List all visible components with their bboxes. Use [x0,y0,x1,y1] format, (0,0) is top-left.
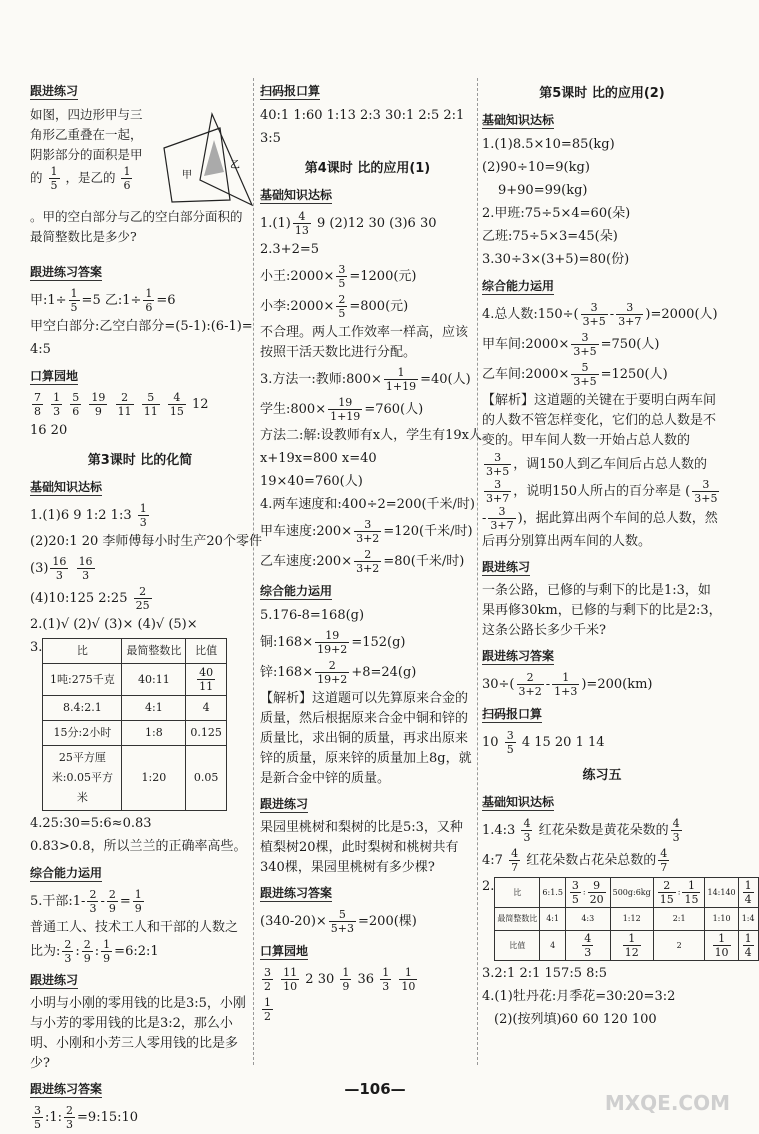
section-heading: 跟进练习 [260,797,309,811]
answer-line: 3.方法一:教师:800× $\frac{1}{1+19}$ =40(人) [260,366,471,393]
column-3 [482,78,755,1033]
oral-answers: $\frac{3}{2}$ $\frac{11}{10}$ 2 30 $\frac{1}{9}$ 36 $\frac{1}{3}$ $\frac{1}{10}$ [264,966,416,993]
analysis-text: 【解析】这道题可以先算原来合金的质量，然后根据原来合金中铜和锌的质量比，求出铜的质量，再求出原来锌的质量，原来锌的质量加上8g，就是新合金中锌的质量。 [260,691,472,786]
section-heading: 基础知识达标 [260,188,333,202]
ratio-mini-table: 比 6:1.5 $\frac{3}{5}$ : $\frac{9}{20}$ 500g:6kg $\frac{2}{15}$ : $\frac{1}{15}$ 14:140 $\frac{1}{4}$ 最简整数比 4:1 4:3 1:12 2:1 1:10 1:4 比值 4 $\frac{4}{3}$ $\frac{1}{12}$ 2 $\frac{1}{10}$ $\frac{1}{4}$ [494,877,758,961]
answer-line: 4.(1)牡丹花:月季花=30:20=3:2 [482,989,676,1004]
section-heading: 跟进练习 [482,560,531,574]
answer-line: 学生:800× $\frac{19}{1+19}$ =760(人) [260,396,424,423]
answer-line: 0.83>0.8，所以兰兰的正确率高些。 [30,839,247,854]
answer-line: 1.(1) $\frac{4}{13}$ 9 (2)12 30 (3)6 30 [260,210,437,237]
section-heading: 综合能力运用 [30,866,103,880]
problem-text: 小明与小刚的零用钱的比是3:5，小刚与小芳的零用钱的比是3:2，那么小明、小刚和小芳三人零用钱的比是多少? [30,996,246,1071]
answer-line: 30÷( $\frac{2}{3+2}$ - $\frac{1}{1+3}$ )=200(km) [482,671,653,698]
analysis-text: 【解析】这道题的关键在于要明白两车间的人数不管怎样变化，它们的总人数是不变的。甲车间人数一开始占总人数的 $\frac{3}{3+5}$ ，调150人到乙车间后占总人数的 $\frac{3}{3+7}$ ，说明150人所占的百分率是 ( $\frac{3}{3+5}$ - $\frac{3}{3+7}$ )，据此算出两个车间的总人数，然后再分别算出两车间的人数。 [482,393,718,549]
lesson-title: 第5课时 比的应用(2) [539,86,665,101]
answer-line: 5.干部:1- $\frac{2}{3}$ - $\frac{2}{9}$ = $\frac{1}{9}$ [30,888,142,915]
page-number: —106— [344,1080,406,1098]
column-divider [253,78,254,1065]
ratio-table: 比 最简整数比 比值 1吨:275千克 40:11 $\frac{40}{11}$ 8.4:2.1 4:1 4 15分:2小时 1:8 0.125 25平方厘米:0.05平方米 1:20 0.05 [42,638,227,811]
answer-line: 2.3+2=5 [260,242,320,257]
answer-line: 19×40=760(人) [260,474,363,489]
oral-answers: $\frac{7}{8}$ $\frac{1}{3}$ $\frac{5}{6}$ $\frac{19}{9}$ $\frac{2}{11}$ $\frac{5}{11}$ $\frac{4}{15}$ 12 [34,391,209,418]
answer-line: 乙车间:2000× $\frac{5}{3+5}$ =1250(人) [482,361,668,388]
column-divider [477,78,478,1065]
answer-line: 方法二:解:设教师有x人，学生有19x人。 [260,428,495,443]
answer-line: 4.25:30=5:6≈0.83 [30,816,152,831]
section-heading: 基础知识达标 [482,113,555,127]
answer-line: 4.两车速度和:400÷2=200(千米/时) [260,497,475,512]
watermark: MXQE.COM [604,1091,730,1115]
problem-text-cont: 。甲的空白部分与乙的空白部分面积的最简整数比是多少? [30,209,243,244]
answer-line: 甲空白部分:乙空白部分=(5-1):(6-1)= [30,319,253,334]
oral-answers: 10 $\frac{3}{5}$ 4 15 20 1 14 [482,729,605,756]
fig-label-jia: 甲 [182,170,192,181]
answer-line: (2)(按列填)60 60 120 100 [494,1012,657,1027]
answer-line: $\frac{3}{5}$ :1: $\frac{2}{3}$ =9:15:10 [34,1104,139,1131]
answer-line: 9+90=99(kg) [498,183,588,198]
problem-text: 果园里桃树和梨树的比是5:3，又种植梨树20棵，此时梨树和桃树共有340棵，果园里桃树有多少棵? [260,820,463,875]
answer-line: (2)20:1 20 李师傅每小时生产20个零件 [30,534,262,549]
problem-with-figure [30,105,250,245]
answer-line: 铜:168× $\frac{19}{19+2}$ =152(g) [260,629,406,656]
answer-line: 3.2:1 2:1 157:5 8:5 [482,966,608,981]
section-heading: 跟进练习答案 [30,1082,103,1096]
section-heading: 口算园地 [260,944,309,958]
oral-answers: $\frac{1}{2}$ [264,996,271,1023]
oral-answers: 3:5 [260,131,281,146]
answer-line: 锌:168× $\frac{2}{19+2}$ +8=24(g) [260,659,417,686]
answer-line: 4:7 $\frac{4}{7}$ 红花朵数占花朵总数的 $\frac{4}{7}$ [482,847,668,874]
answer-line: (340-20)× $\frac{5}{5+3}$ =200(棵) [260,908,417,935]
lesson-title: 第3课时 比的化简 [87,453,193,468]
section-heading: 跟进练习 [30,84,79,98]
section-heading: 跟进练习 [30,973,79,987]
section-heading: 扫码报口算 [260,84,321,98]
answer-line: 4:5 [30,342,51,357]
column-1 [30,78,262,1134]
answer-line: 甲车间:2000× $\frac{3}{3+5}$ =750(人) [482,331,660,358]
answer-line: 乙车速度:200× $\frac{2}{3+2}$ =80(千米/时) [260,548,465,575]
answer-line: 2.(1)√ (2)√ (3)× (4)√ (5)× [30,617,198,632]
section-heading: 综合能力运用 [260,584,333,598]
answer-line: 甲车速度:200× $\frac{3}{3+2}$ =120(千米/时) [260,518,473,545]
answer-line: 小李:2000× $\frac{2}{5}$ =800(元) [260,293,409,320]
answer-line: 小王:2000× $\frac{3}{5}$ =1200(元) [260,263,417,290]
answer-line: 甲:1÷ $\frac{1}{5}$ =5 乙:1÷ $\frac{1}{6}$ =6 [30,287,176,314]
answer-line: 不合理。两人工作效率一样高，应该按照干活天数比进行分配。 [260,325,469,360]
section-heading: 跟进练习答案 [30,265,103,279]
section-heading: 综合能力运用 [482,279,555,293]
fig-label-yi: 乙 [230,160,240,171]
oral-answers: 40:1 1:60 1:13 2:3 30:1 2:5 2:1 [260,108,465,123]
section-heading: 跟进练习答案 [260,886,333,900]
overlap-figure [160,110,255,210]
answer-line: 1.4:3 $\frac{4}{3}$ 红花朵数是黄花朵数的 $\frac{4}{3}$ [482,817,680,844]
answer-line: 4.总人数:150÷( $\frac{3}{3+5}$ - $\frac{3}{3+7}$ )=2000(人) [482,301,718,328]
lesson-title: 第4课时 比的应用(1) [304,161,431,176]
problem-text: 一条公路，已修的与剩下的比是1:3，如果再修30km，已修的与剩下的比是2:3，这条公路长多少千米? [482,583,722,638]
section-heading: 口算园地 [30,369,79,383]
section-heading: 扫码报口算 [482,707,543,721]
answer-line: 普通工人、技术工人和干部的人数之比为: $\frac{2}{3}$ : $\frac{2}{9}$ : $\frac{1}{9}$ =6:2:1 [30,920,239,965]
section-heading: 基础知识达标 [30,480,103,494]
answer-line: 3.30÷3×(3+5)=80(份) [482,252,630,267]
answer-line: (3) $\frac{16}{3}$ $\frac{16}{3}$ [30,555,93,582]
answer-line: 1.(1)8.5×10=85(kg) [482,137,615,152]
answer-line: 2.甲班:75÷5×4=60(朵) [482,206,631,221]
section-heading: 基础知识达标 [482,795,555,809]
answer-line: (4)10:125 2:25 $\frac{2}{25}$ [30,585,150,612]
answer-line: 1.(1)6 9 1:2 1:3 $\frac{1}{3}$ [30,502,147,529]
table-block: 3. 比 最简整数比 比值 1吨:275千克 40:11 $\frac{40}{11}$ 8.4:2.1 4:1 4 15分:2小时 1:8 0.125 25平方厘米:0.05平方米 1:20 0.05 [30,638,250,811]
answer-line: 乙班:75÷5×3=45(朵) [482,229,618,244]
lesson-title: 练习五 [582,768,622,783]
answer-line: 5.176-8=168(g) [260,608,365,623]
answer-line: (2)90÷10=9(kg) [482,160,590,175]
table-block: 2. 比 6:1.5 $\frac{3}{5}$ : $\frac{9}{20}$ 500g:6kg $\frac{2}{15}$ : $\frac{1}{15}$ 14:140 $\frac{1}{4}$ 最简整数比 4:1 4:3 1:12 2:1 1:10 1:4 比值 4 $\frac{4}{3}$ $\frac{1}{12}$ 2 $\frac{1}{10}$ $\frac{1}{4}$ [482,877,722,961]
column-2 [260,78,495,1026]
problem-text: 如图，四边形甲与三角形乙重叠在一起，阴影部分的面积是甲的 $\frac{1}{5}$ ，是乙的 $\frac{1}{6}$ [30,107,143,192]
oral-answers: 16 20 [30,423,68,438]
answer-line: x+19x=800 x=40 [260,451,377,466]
section-heading: 跟进练习答案 [482,649,555,663]
